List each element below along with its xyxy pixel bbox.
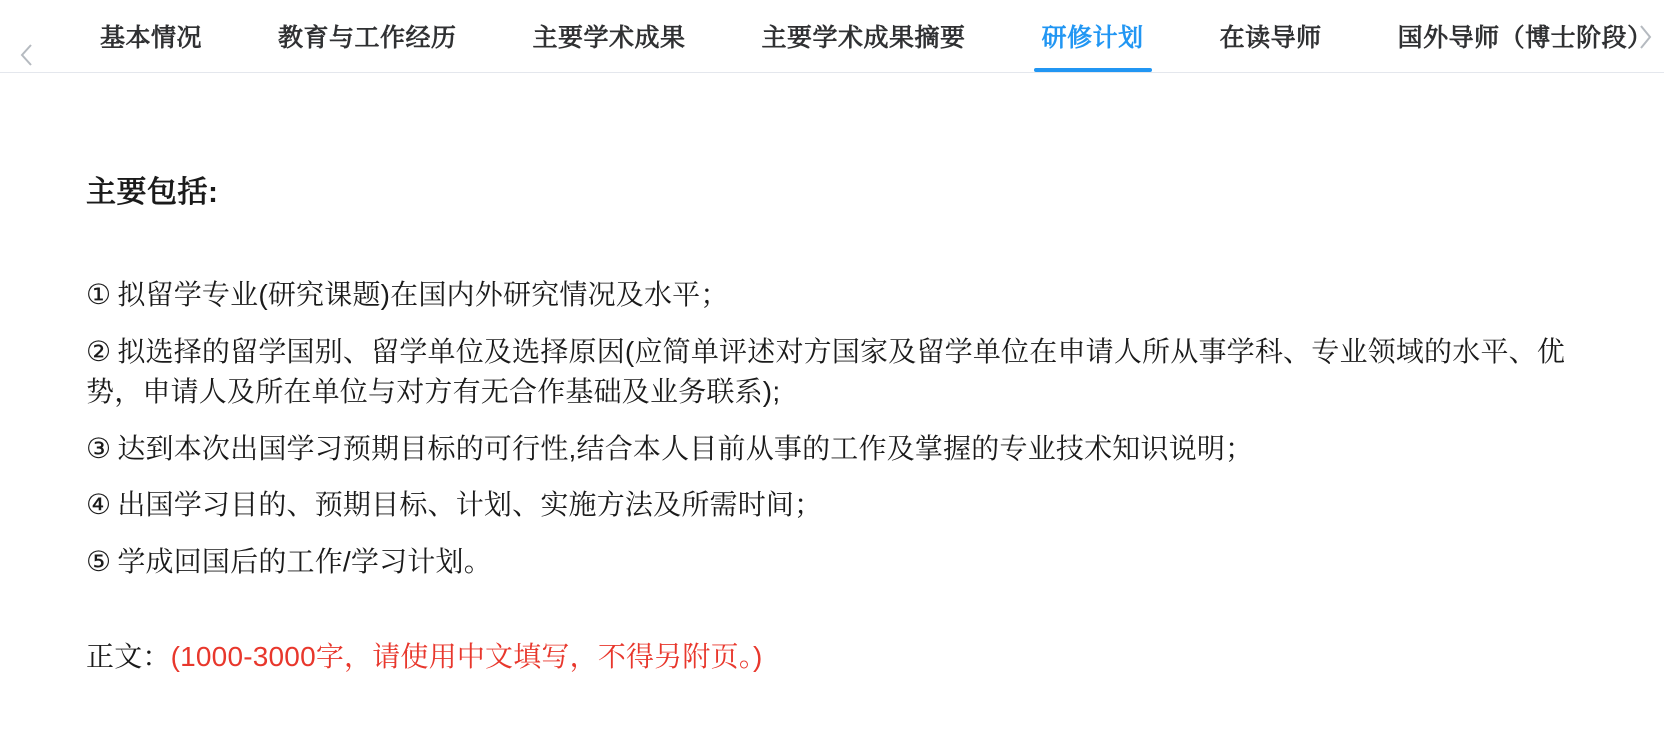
tab-study-plan[interactable]: 研修计划 [1004, 0, 1182, 72]
list-item-number: ① [86, 279, 112, 310]
chevron-right-icon[interactable] [1632, 20, 1658, 54]
tab-list [0, 0, 1664, 72]
list-item-text: 拟选择的留学国别、留学单位及选择原因(应简单评述对方国家及留学单位在申请人所从事学科、专业领域的水平、优势，申请人及所在单位与对方有无合作基础及业务联系); [86, 335, 1566, 408]
list-item-number: ② [86, 335, 112, 367]
list-item [86, 275, 1578, 316]
tab-overseas-advisor[interactable]: 国外导师（博士阶段） [1397, 24, 1653, 52]
list-item-number: ③ [86, 432, 112, 464]
body-text-label: 正文： [86, 640, 171, 672]
body-text-warning: (1000-3000字，请使用中文填写，不得另附页。) [170, 640, 763, 672]
list-item [86, 332, 1578, 413]
tab-education-work[interactable]: 教育与工作经历 [278, 24, 457, 52]
list-item-text: 达到本次出国学习预期目标的可行性,结合本人目前从事的工作及掌握的专业技术知识说明； [117, 432, 1254, 464]
list-item [86, 429, 1578, 470]
list-item-number: ④ [86, 489, 112, 521]
study-plan-content [0, 73, 1664, 675]
requirement-list [86, 275, 1578, 583]
list-item [86, 485, 1578, 526]
list-item-text: 学成回国后的工作/学习计划。 [117, 545, 492, 577]
list-item [86, 542, 1578, 583]
list-item-text: 出国学习目的、预期目标、计划、实施方法及所需时间； [117, 489, 823, 521]
tab-bar [0, 0, 1664, 73]
body-text-note [86, 635, 1578, 675]
tab-basic-info[interactable]: 基本情况 [100, 24, 203, 52]
chevron-left-icon[interactable] [14, 40, 40, 70]
tab-academic-achievements[interactable]: 主要学术成果 [532, 24, 686, 52]
tab-current-advisor[interactable]: 在读导师 [1219, 24, 1322, 52]
tab-academic-achievements-summary[interactable]: 主要学术成果摘要 [761, 24, 966, 52]
list-item-number: ⑤ [86, 545, 112, 577]
list-item-text: 拟留学专业(研究课题)在国内外研究情况及水平； [117, 279, 729, 310]
page-title: 主要包括: [86, 176, 219, 209]
